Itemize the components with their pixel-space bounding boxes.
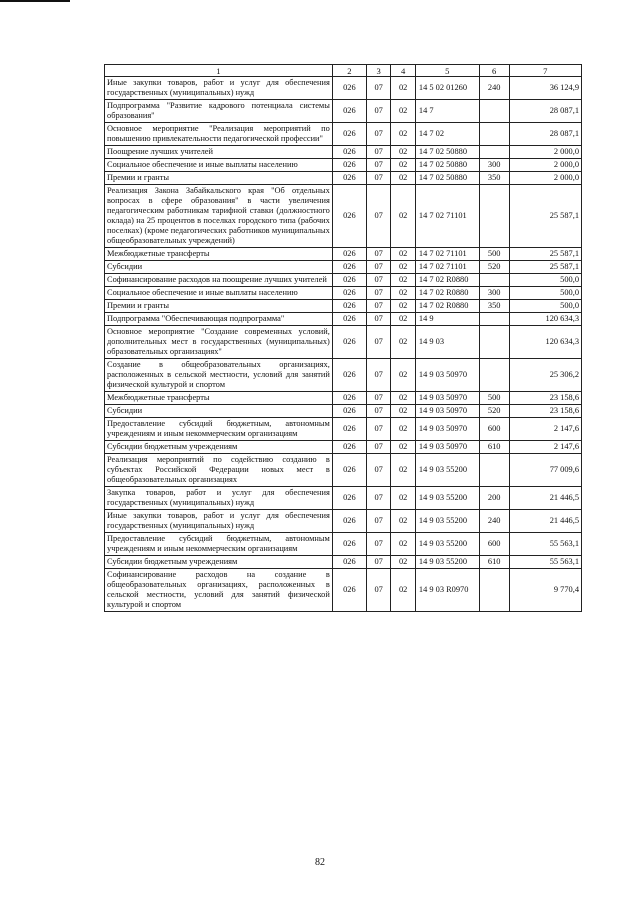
row-name-cell: Субсидии [105, 405, 333, 418]
target-article-cell: 14 7 02 71101 [415, 261, 479, 274]
expense-type-cell: 520 [479, 261, 509, 274]
section-code-cell: 07 [366, 313, 390, 326]
target-article-cell: 14 7 [415, 100, 479, 123]
header-cell: 5 [415, 65, 479, 77]
expense-type-cell: 240 [479, 510, 509, 533]
table-row [105, 510, 582, 533]
row-name-cell: Предоставление субсидий бюджетным, автономным учреждениям и иным некоммерческим организациям [105, 533, 333, 556]
section-code-cell: 07 [366, 359, 390, 392]
subsection-code-cell: 02 [391, 313, 415, 326]
table-row [105, 392, 582, 405]
section-code-cell: 07 [366, 510, 390, 533]
row-name-cell: Софинансирование расходов на создание в общеобразовательных организациях, расположенных в сельской местности, условий для занятий физической культурой и спортом [105, 569, 333, 612]
ministry-code-cell: 026 [332, 441, 366, 454]
subsection-code-cell: 02 [391, 300, 415, 313]
subsection-code-cell: 02 [391, 487, 415, 510]
table-row [105, 359, 582, 392]
expense-type-cell [479, 313, 509, 326]
section-code-cell: 07 [366, 556, 390, 569]
ministry-code-cell: 026 [332, 405, 366, 418]
table-row [105, 159, 582, 172]
ministry-code-cell: 026 [332, 556, 366, 569]
header-cell: 2 [332, 65, 366, 77]
ministry-code-cell: 026 [332, 274, 366, 287]
amount-cell: 21 446,5 [509, 510, 581, 533]
section-code-cell: 07 [366, 441, 390, 454]
subsection-code-cell: 02 [391, 261, 415, 274]
row-name-cell: Социальное обеспечение и иные выплаты населению [105, 287, 333, 300]
section-code-cell: 07 [366, 159, 390, 172]
ministry-code-cell: 026 [332, 418, 366, 441]
amount-cell: 25 587,1 [509, 261, 581, 274]
section-code-cell: 07 [366, 123, 390, 146]
subsection-code-cell: 02 [391, 454, 415, 487]
subsection-code-cell: 02 [391, 510, 415, 533]
section-code-cell: 07 [366, 248, 390, 261]
row-name-cell: Предоставление субсидий бюджетным, автономным учреждениям и иным некоммерческим организациям [105, 418, 333, 441]
table-row [105, 185, 582, 248]
ministry-code-cell: 026 [332, 313, 366, 326]
subsection-code-cell: 02 [391, 159, 415, 172]
expense-type-cell [479, 123, 509, 146]
section-code-cell: 07 [366, 100, 390, 123]
subsection-code-cell: 02 [391, 418, 415, 441]
header-cell: 3 [366, 65, 390, 77]
target-article-cell: 14 7 02 50880 [415, 159, 479, 172]
table-row [105, 569, 582, 612]
row-name-cell: Поощрение лучших учителей [105, 146, 333, 159]
ministry-code-cell: 026 [332, 248, 366, 261]
amount-cell: 36 124,9 [509, 77, 581, 100]
table-row [105, 172, 582, 185]
target-article-cell: 14 9 03 50970 [415, 418, 479, 441]
header-cell: 1 [105, 65, 333, 77]
target-article-cell: 14 9 03 50970 [415, 441, 479, 454]
amount-cell: 2 147,6 [509, 441, 581, 454]
expense-type-cell: 300 [479, 159, 509, 172]
subsection-code-cell: 02 [391, 326, 415, 359]
subsection-code-cell: 02 [391, 185, 415, 248]
section-code-cell: 07 [366, 77, 390, 100]
ministry-code-cell: 026 [332, 261, 366, 274]
amount-cell: 9 770,4 [509, 569, 581, 612]
subsection-code-cell: 02 [391, 441, 415, 454]
table-row [105, 146, 582, 159]
row-name-cell: Иные закупки товаров, работ и услуг для обеспечения государственных (муниципальных) нужд [105, 77, 333, 100]
subsection-code-cell: 02 [391, 533, 415, 556]
section-code-cell: 07 [366, 418, 390, 441]
section-code-cell: 07 [366, 405, 390, 418]
section-code-cell: 07 [366, 392, 390, 405]
target-article-cell: 14 5 02 01260 [415, 77, 479, 100]
subsection-code-cell: 02 [391, 123, 415, 146]
ministry-code-cell: 026 [332, 159, 366, 172]
amount-cell: 28 087,1 [509, 100, 581, 123]
row-name-cell: Премии и гранты [105, 300, 333, 313]
row-name-cell: Софинансирование расходов на поощрение лучших учителей [105, 274, 333, 287]
header-cell: 7 [509, 65, 581, 77]
expense-type-cell: 300 [479, 287, 509, 300]
ministry-code-cell: 026 [332, 300, 366, 313]
table-row [105, 556, 582, 569]
expense-type-cell [479, 326, 509, 359]
table-row [105, 487, 582, 510]
amount-cell: 2 147,6 [509, 418, 581, 441]
expense-type-cell: 610 [479, 556, 509, 569]
table-row [105, 533, 582, 556]
target-article-cell: 14 7 02 71101 [415, 185, 479, 248]
subsection-code-cell: 02 [391, 556, 415, 569]
header-cell: 6 [479, 65, 509, 77]
subsection-code-cell: 02 [391, 287, 415, 300]
target-article-cell: 14 9 03 55200 [415, 533, 479, 556]
ministry-code-cell: 026 [332, 287, 366, 300]
expense-type-cell [479, 100, 509, 123]
table-row [105, 418, 582, 441]
table-row [105, 261, 582, 274]
subsection-code-cell: 02 [391, 569, 415, 612]
row-name-cell: Подпрограмма "Обеспечивающая подпрограмма" [105, 313, 333, 326]
row-name-cell: Создание в общеобразовательных организациях, расположенных в сельской местности, условий для занятий физической культурой и спортом [105, 359, 333, 392]
section-code-cell: 07 [366, 287, 390, 300]
section-code-cell: 07 [366, 146, 390, 159]
subsection-code-cell: 02 [391, 146, 415, 159]
target-article-cell: 14 9 03 [415, 326, 479, 359]
expense-type-cell: 520 [479, 405, 509, 418]
row-name-cell: Межбюджетные трансферты [105, 392, 333, 405]
table-row [105, 313, 582, 326]
section-code-cell: 07 [366, 454, 390, 487]
row-name-cell: Закупка товаров, работ и услуг для обеспечения государственных (муниципальных) нужд [105, 487, 333, 510]
row-name-cell: Основное мероприятие "Создание современных условий, дополнительных мест в государственных (муниципальных) образовательных организациях" [105, 326, 333, 359]
target-article-cell: 14 9 03 55200 [415, 487, 479, 510]
subsection-code-cell: 02 [391, 359, 415, 392]
table-row [105, 326, 582, 359]
subsection-code-cell: 02 [391, 274, 415, 287]
target-article-cell: 14 7 02 R0880 [415, 287, 479, 300]
table-row [105, 287, 582, 300]
header-cell: 4 [391, 65, 415, 77]
target-article-cell: 14 7 02 50880 [415, 172, 479, 185]
target-article-cell: 14 9 03 R0970 [415, 569, 479, 612]
table-row [105, 405, 582, 418]
ministry-code-cell: 026 [332, 185, 366, 248]
amount-cell: 500,0 [509, 287, 581, 300]
table-row [105, 248, 582, 261]
row-name-cell: Подпрограмма "Развитие кадрового потенциала системы образования" [105, 100, 333, 123]
section-code-cell: 07 [366, 300, 390, 313]
amount-cell: 2 000,0 [509, 172, 581, 185]
subsection-code-cell: 02 [391, 172, 415, 185]
amount-cell: 28 087,1 [509, 123, 581, 146]
expense-type-cell [479, 185, 509, 248]
table-row [105, 123, 582, 146]
page-number: 82 [315, 857, 325, 868]
expense-type-cell: 600 [479, 533, 509, 556]
table-row [105, 100, 582, 123]
subsection-code-cell: 02 [391, 248, 415, 261]
section-code-cell: 07 [366, 172, 390, 185]
target-article-cell: 14 9 03 55200 [415, 454, 479, 487]
target-article-cell: 14 9 03 55200 [415, 556, 479, 569]
row-name-cell: Субсидии [105, 261, 333, 274]
amount-cell: 25 306,2 [509, 359, 581, 392]
expense-type-cell: 350 [479, 300, 509, 313]
expense-type-cell: 200 [479, 487, 509, 510]
amount-cell: 2 000,0 [509, 159, 581, 172]
table-body [105, 77, 582, 612]
expense-type-cell: 350 [479, 172, 509, 185]
section-code-cell: 07 [366, 569, 390, 612]
row-name-cell: Субсидии бюджетным учреждениям [105, 556, 333, 569]
row-name-cell: Субсидии бюджетным учреждениям [105, 441, 333, 454]
ministry-code-cell: 026 [332, 100, 366, 123]
expense-type-cell [479, 274, 509, 287]
row-name-cell: Премии и гранты [105, 172, 333, 185]
amount-cell: 2 000,0 [509, 146, 581, 159]
amount-cell: 25 587,1 [509, 185, 581, 248]
expense-type-cell: 240 [479, 77, 509, 100]
expense-type-cell: 610 [479, 441, 509, 454]
target-article-cell: 14 9 03 55200 [415, 510, 479, 533]
target-article-cell: 14 7 02 71101 [415, 248, 479, 261]
row-name-cell: Реализация Закона Забайкальского края "Об отдельных вопросах в сфере образования" в части увеличения педагогическим работникам тарифной ставки (должностного оклада) на 25 процентов в поселках городского типа (рабочих поселках) (кроме педагогических работников муниципальных общеобразовательных учреждений) [105, 185, 333, 248]
expense-type-cell [479, 569, 509, 612]
subsection-code-cell: 02 [391, 405, 415, 418]
amount-cell: 500,0 [509, 274, 581, 287]
subsection-code-cell: 02 [391, 100, 415, 123]
expense-type-cell [479, 454, 509, 487]
ministry-code-cell: 026 [332, 454, 366, 487]
target-article-cell: 14 7 02 [415, 123, 479, 146]
expense-type-cell: 600 [479, 418, 509, 441]
amount-cell: 500,0 [509, 300, 581, 313]
ministry-code-cell: 026 [332, 392, 366, 405]
amount-cell: 120 634,3 [509, 313, 581, 326]
target-article-cell: 14 9 03 50970 [415, 359, 479, 392]
row-name-cell: Реализация мероприятий по содействию созданию в субъектах Российской Федерации новых мест в общеобразовательных организациях [105, 454, 333, 487]
section-code-cell: 07 [366, 326, 390, 359]
expense-type-cell [479, 359, 509, 392]
amount-cell: 55 563,1 [509, 533, 581, 556]
ministry-code-cell: 026 [332, 146, 366, 159]
row-name-cell: Межбюджетные трансферты [105, 248, 333, 261]
target-article-cell: 14 9 [415, 313, 479, 326]
table-row [105, 274, 582, 287]
section-code-cell: 07 [366, 533, 390, 556]
ministry-code-cell: 026 [332, 510, 366, 533]
amount-cell: 55 563,1 [509, 556, 581, 569]
table-row [105, 77, 582, 100]
row-name-cell: Иные закупки товаров, работ и услуг для обеспечения государственных (муниципальных) нужд [105, 510, 333, 533]
ministry-code-cell: 026 [332, 487, 366, 510]
row-name-cell: Социальное обеспечение и иные выплаты населению [105, 159, 333, 172]
top-rule [0, 0, 70, 2]
table-row [105, 300, 582, 313]
section-code-cell: 07 [366, 487, 390, 510]
expense-type-cell: 500 [479, 392, 509, 405]
amount-cell: 77 009,6 [509, 454, 581, 487]
section-code-cell: 07 [366, 274, 390, 287]
target-article-cell: 14 7 02 R0880 [415, 274, 479, 287]
target-article-cell: 14 7 02 50880 [415, 146, 479, 159]
amount-cell: 21 446,5 [509, 487, 581, 510]
ministry-code-cell: 026 [332, 77, 366, 100]
row-name-cell: Основное мероприятие "Реализация мероприятий по повышению привлекательности педагогической профессии" [105, 123, 333, 146]
section-code-cell: 07 [366, 185, 390, 248]
target-article-cell: 14 9 03 50970 [415, 392, 479, 405]
ministry-code-cell: 026 [332, 359, 366, 392]
subsection-code-cell: 02 [391, 77, 415, 100]
ministry-code-cell: 026 [332, 326, 366, 359]
subsection-code-cell: 02 [391, 392, 415, 405]
section-code-cell: 07 [366, 261, 390, 274]
table-row [105, 454, 582, 487]
target-article-cell: 14 7 02 R0880 [415, 300, 479, 313]
ministry-code-cell: 026 [332, 172, 366, 185]
amount-cell: 120 634,3 [509, 326, 581, 359]
table-row [105, 441, 582, 454]
amount-cell: 23 158,6 [509, 405, 581, 418]
ministry-code-cell: 026 [332, 533, 366, 556]
expense-type-cell: 500 [479, 248, 509, 261]
amount-cell: 23 158,6 [509, 392, 581, 405]
ministry-code-cell: 026 [332, 123, 366, 146]
amount-cell: 25 587,1 [509, 248, 581, 261]
header-row [105, 65, 582, 77]
expense-type-cell [479, 146, 509, 159]
target-article-cell: 14 9 03 50970 [415, 405, 479, 418]
ministry-code-cell: 026 [332, 569, 366, 612]
budget-table [104, 64, 582, 612]
